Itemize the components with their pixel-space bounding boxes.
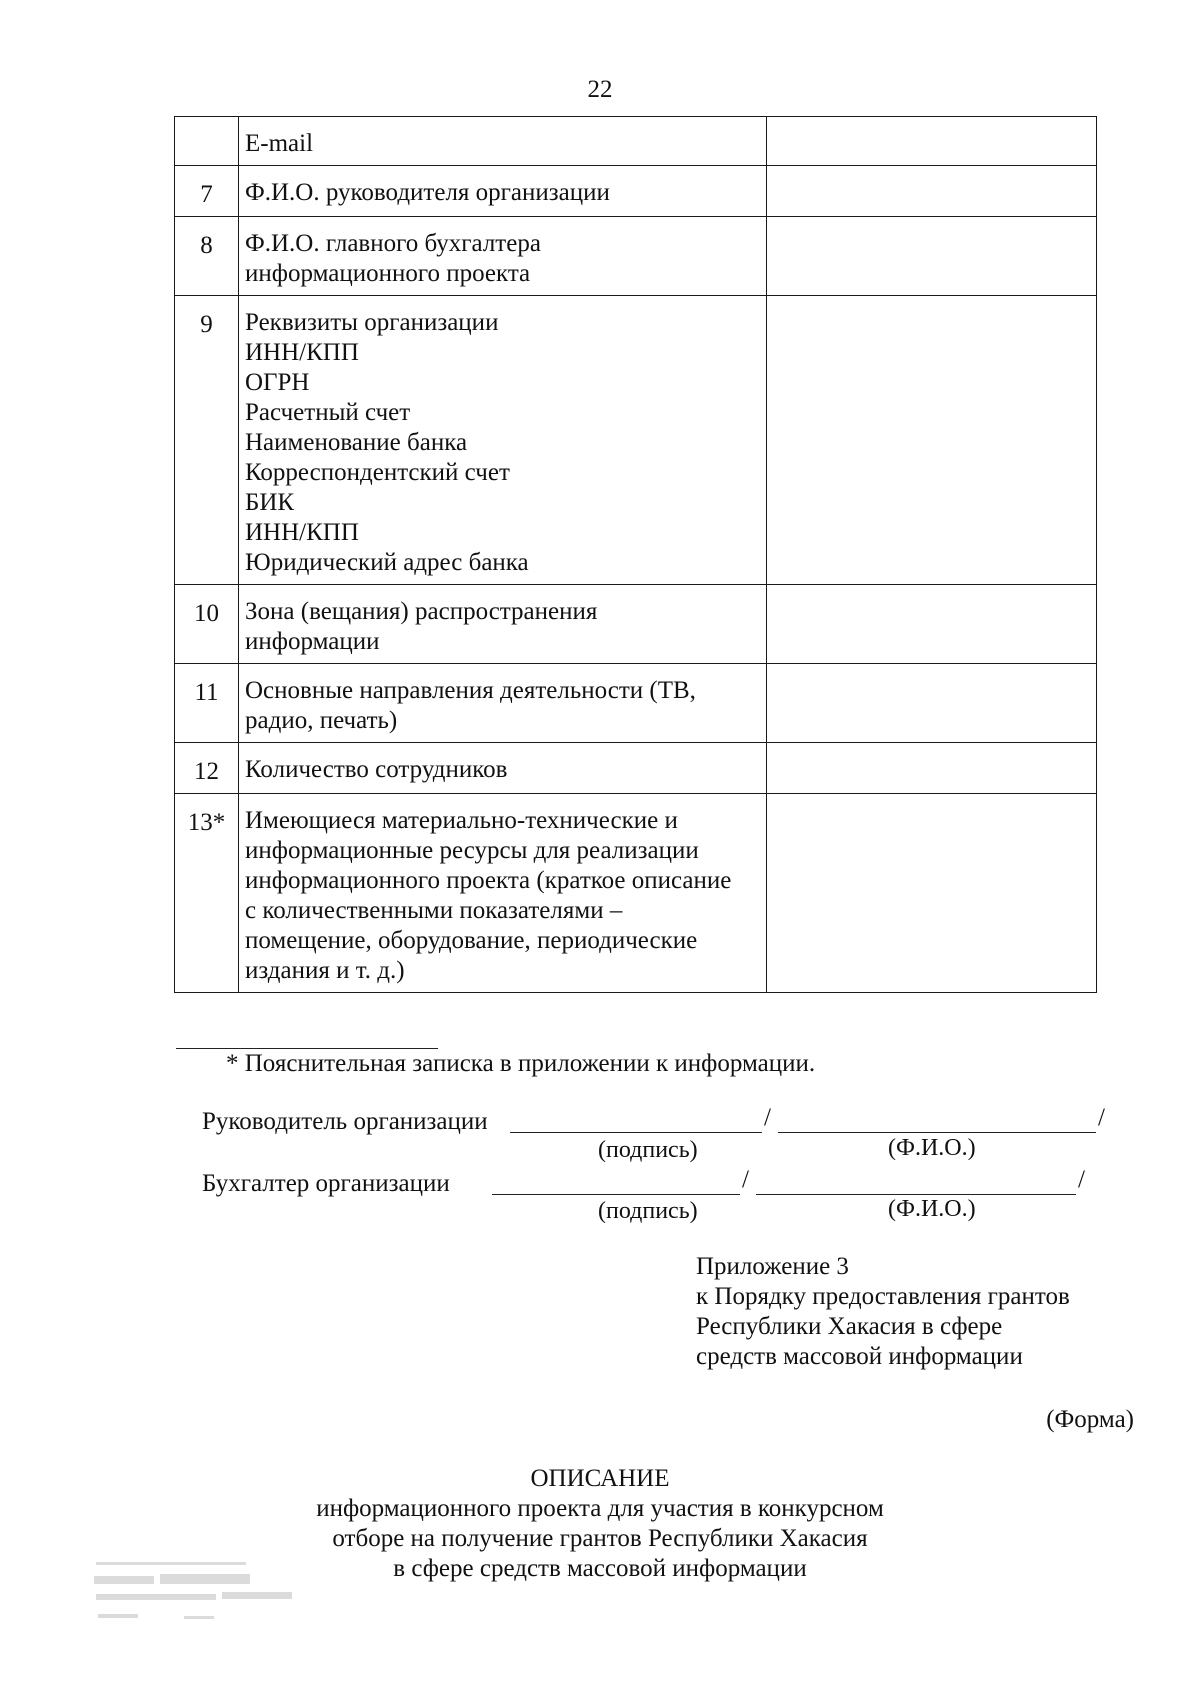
row-value-cell[interactable] <box>767 217 1097 296</box>
row-label-line: Реквизиты организации <box>245 309 499 336</box>
row-number <box>175 117 239 166</box>
row-label-line: ОГРН <box>245 369 310 396</box>
table-row <box>175 585 1097 664</box>
head-slash-left: / <box>764 1104 771 1131</box>
row-label-line: Юридический адрес банка <box>245 549 529 576</box>
row-label-line: Количество сотрудников <box>245 756 508 783</box>
appendix-line: средств массовой информации <box>696 1343 1023 1370</box>
row-label <box>239 743 767 794</box>
accountant-signature-field[interactable] <box>492 1194 740 1195</box>
scan-artifact <box>94 1558 304 1640</box>
row-number: 12 <box>175 743 239 794</box>
footnote: * Пояснительная записка в приложении к информации. <box>226 1050 816 1077</box>
row-label-line: информационные ресурсы для реализации <box>245 837 699 864</box>
table-row <box>175 166 1097 217</box>
row-label-line: Основные направления деятельности (ТВ, <box>245 677 696 704</box>
row-label-line: помещение, оборудование, периодические <box>245 927 698 954</box>
form-label: (Форма) <box>1046 1406 1134 1433</box>
row-number: 10 <box>175 585 239 664</box>
row-value-cell[interactable] <box>767 166 1097 217</box>
row-label-line: ИНН/КПП <box>245 519 359 546</box>
table-row <box>175 794 1097 993</box>
row-label <box>239 664 767 743</box>
organization-info-table <box>174 116 1097 993</box>
head-signature-label: Руководитель организации <box>202 1108 488 1135</box>
accountant-slash-left: / <box>742 1166 749 1193</box>
row-label-line: Ф.И.О. главного бухгалтера <box>245 230 541 257</box>
page-number: 22 <box>587 76 613 103</box>
row-label <box>239 117 767 166</box>
row-label-line: информационного проекта <box>245 260 531 287</box>
row-label-line: Наименование банка <box>245 429 468 456</box>
row-label-line: информации <box>245 628 380 655</box>
head-slash-right: / <box>1098 1104 1105 1131</box>
row-label <box>239 585 767 664</box>
accountant-slash-right: / <box>1078 1166 1085 1193</box>
appendix-block <box>696 1252 1070 1372</box>
table-row <box>175 296 1097 585</box>
row-number: 7 <box>175 166 239 217</box>
row-label-line: с количественными показателями – <box>245 897 623 924</box>
accountant-name-hint: (Ф.И.О.) <box>888 1196 976 1222</box>
row-value-cell[interactable] <box>767 743 1097 794</box>
row-label-line: издания и т. д.) <box>245 957 405 984</box>
head-name-field[interactable] <box>778 1132 1096 1133</box>
row-label-line: Ф.И.О. руководителя организации <box>245 179 610 206</box>
appendix-line: к Порядку предоставления грантов <box>696 1283 1070 1310</box>
footnote-separator <box>176 1048 438 1049</box>
head-name-hint: (Ф.И.О.) <box>888 1135 976 1161</box>
row-number: 9 <box>175 296 239 585</box>
row-label <box>239 794 767 993</box>
row-label-line: Имеющиеся материально-технические и <box>245 807 678 834</box>
row-value-cell[interactable] <box>767 664 1097 743</box>
document-subtitle-line: отборе на получение грантов Республики Хакасия <box>332 1525 868 1552</box>
head-signature-hint: (подпись) <box>598 1137 698 1163</box>
head-signature-field[interactable] <box>510 1132 762 1133</box>
document-subtitle-line: информационного проекта для участия в конкурсном <box>316 1495 884 1522</box>
row-label-line: Корреспондентский счет <box>245 459 510 486</box>
document-subtitle-line: в сфере средств массовой информации <box>393 1555 807 1582</box>
table-row <box>175 217 1097 296</box>
row-label <box>239 296 767 585</box>
table-row <box>175 664 1097 743</box>
row-label-line: радио, печать) <box>245 707 398 734</box>
accountant-signature-hint: (подпись) <box>598 1198 698 1224</box>
row-label-line: Расчетный счет <box>245 399 411 426</box>
table-row <box>175 743 1097 794</box>
row-value-cell[interactable] <box>767 296 1097 585</box>
appendix-line: Республики Хакасия в сфере <box>696 1313 1003 1340</box>
row-value-cell[interactable] <box>767 794 1097 993</box>
row-number: 11 <box>175 664 239 743</box>
row-value-cell[interactable] <box>767 585 1097 664</box>
row-value-cell[interactable] <box>767 117 1097 166</box>
document-title: ОПИСАНИЕ <box>530 1465 670 1492</box>
row-label-line: информационного проекта (краткое описание <box>245 867 732 894</box>
row-label-line: ИНН/КПП <box>245 339 359 366</box>
row-number: 13* <box>175 794 239 993</box>
accountant-name-field[interactable] <box>756 1194 1076 1195</box>
table-row <box>175 117 1097 166</box>
appendix-line: Приложение 3 <box>696 1253 849 1280</box>
row-label-line: БИК <box>245 489 295 516</box>
row-number: 8 <box>175 217 239 296</box>
row-label-line: Зона (вещания) распространения <box>245 598 598 625</box>
row-label <box>239 217 767 296</box>
row-label-line: E-mail <box>245 130 314 157</box>
row-label <box>239 166 767 217</box>
accountant-signature-label: Бухгалтер организации <box>202 1170 450 1197</box>
